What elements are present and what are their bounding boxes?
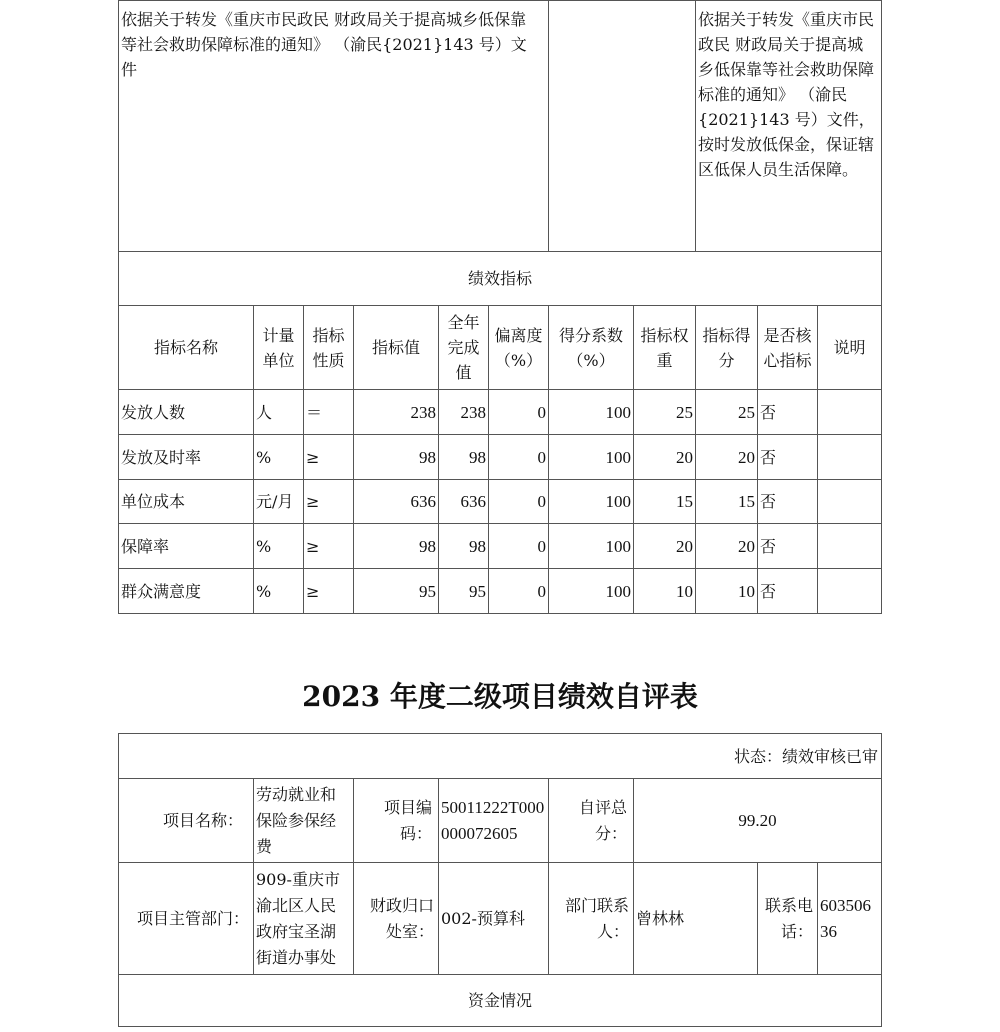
cell-target: 238 bbox=[354, 390, 439, 435]
status-text: 状态：绩效审核已审 bbox=[119, 734, 882, 779]
cell-deviation: 0 bbox=[489, 524, 549, 569]
funds-section-title: 资金情况 bbox=[119, 975, 882, 1027]
header-unit: 计量单位 bbox=[254, 306, 304, 390]
table-row bbox=[119, 435, 882, 480]
header-weight: 指标权重 bbox=[634, 306, 696, 390]
self-score-value: 99.20 bbox=[634, 779, 882, 863]
cell-coef: 100 bbox=[549, 480, 634, 524]
cell-score: 20 bbox=[696, 524, 758, 569]
cell-core: 否 bbox=[758, 435, 818, 480]
cell-score: 25 bbox=[696, 390, 758, 435]
cell-core: 否 bbox=[758, 569, 818, 614]
cell-note bbox=[818, 390, 882, 435]
cell-note bbox=[818, 480, 882, 524]
basis-text-cell bbox=[119, 1, 549, 252]
header-actual: 全年完成值 bbox=[439, 306, 489, 390]
cell-name: 单位成本 bbox=[119, 480, 254, 524]
cell-coef: 100 bbox=[549, 390, 634, 435]
cell-nature: ＝ bbox=[304, 390, 354, 435]
project-info-table bbox=[118, 733, 882, 1027]
phone-label: 联系电话： bbox=[758, 863, 818, 975]
cell-target: 636 bbox=[354, 480, 439, 524]
cell-nature: ≥ bbox=[304, 435, 354, 480]
dept-label: 项目主管部门： bbox=[119, 863, 254, 975]
cell-name: 发放人数 bbox=[119, 390, 254, 435]
cell-note bbox=[818, 569, 882, 614]
cell-weight: 20 bbox=[634, 435, 696, 480]
table-row bbox=[119, 524, 882, 569]
cell-unit: % bbox=[254, 524, 304, 569]
cell-score: 15 bbox=[696, 480, 758, 524]
header-score: 指标得分 bbox=[696, 306, 758, 390]
performance-indicator-table bbox=[118, 0, 882, 614]
cell-deviation: 0 bbox=[489, 390, 549, 435]
contact-label: 部门联系人： bbox=[549, 863, 634, 975]
cell-core: 否 bbox=[758, 524, 818, 569]
section-title: 绩效指标 bbox=[119, 252, 882, 306]
cell-unit: % bbox=[254, 569, 304, 614]
finance-label: 财政归口处室： bbox=[354, 863, 439, 975]
header-deviation: 偏离度（%） bbox=[489, 306, 549, 390]
cell-nature: ≥ bbox=[304, 524, 354, 569]
finance-value: 002-预算科 bbox=[439, 863, 549, 975]
cell-deviation: 0 bbox=[489, 569, 549, 614]
cell-coef: 100 bbox=[549, 435, 634, 480]
project-code-label: 项目编码： bbox=[354, 779, 439, 863]
cell-weight: 20 bbox=[634, 524, 696, 569]
table-row bbox=[119, 390, 882, 435]
cell-core: 否 bbox=[758, 480, 818, 524]
cell-unit: % bbox=[254, 435, 304, 480]
project-name-value: 劳动就业和保险参保经费 bbox=[254, 779, 354, 863]
table-row bbox=[119, 480, 882, 524]
cell-target: 98 bbox=[354, 524, 439, 569]
header-target: 指标值 bbox=[354, 306, 439, 390]
basis-result-text: 依据关于转发《重庆市民政民 财政局关于提高城乡低保靠等社会救助保障标准的通知》 （渝民{2021}143 号）文件，按时发放低保金，保证辖区低保人员生活保障。 bbox=[698, 10, 875, 179]
page-title: 2023 年度二级项目绩效自评表 bbox=[302, 680, 698, 713]
project-name-label: 项目名称： bbox=[119, 779, 254, 863]
header-name: 指标名称 bbox=[119, 306, 254, 390]
cell-weight: 25 bbox=[634, 390, 696, 435]
cell-coef: 100 bbox=[549, 524, 634, 569]
project-code-value: 50011222T000000072605 bbox=[439, 779, 549, 863]
cell-target: 95 bbox=[354, 569, 439, 614]
cell-actual: 98 bbox=[439, 435, 489, 480]
cell-deviation: 0 bbox=[489, 480, 549, 524]
cell-unit: 人 bbox=[254, 390, 304, 435]
cell-weight: 15 bbox=[634, 480, 696, 524]
cell-score: 10 bbox=[696, 569, 758, 614]
cell-target: 98 bbox=[354, 435, 439, 480]
cell-note bbox=[818, 524, 882, 569]
cell-actual: 95 bbox=[439, 569, 489, 614]
phone-value: 60350636 bbox=[818, 863, 882, 975]
cell-note bbox=[818, 435, 882, 480]
contact-value: 曾林林 bbox=[634, 863, 758, 975]
empty-cell bbox=[549, 1, 696, 252]
cell-name: 发放及时率 bbox=[119, 435, 254, 480]
cell-unit: 元/月 bbox=[254, 480, 304, 524]
table-row bbox=[119, 569, 882, 614]
cell-actual: 636 bbox=[439, 480, 489, 524]
basis-result-cell bbox=[696, 1, 882, 252]
self-score-label: 自评总分： bbox=[549, 779, 634, 863]
cell-name: 保障率 bbox=[119, 524, 254, 569]
cell-core: 否 bbox=[758, 390, 818, 435]
cell-score: 20 bbox=[696, 435, 758, 480]
cell-actual: 238 bbox=[439, 390, 489, 435]
cell-actual: 98 bbox=[439, 524, 489, 569]
header-nature: 指标性质 bbox=[304, 306, 354, 390]
cell-coef: 100 bbox=[549, 569, 634, 614]
cell-deviation: 0 bbox=[489, 435, 549, 480]
cell-name: 群众满意度 bbox=[119, 569, 254, 614]
cell-nature: ≥ bbox=[304, 480, 354, 524]
cell-nature: ≥ bbox=[304, 569, 354, 614]
header-core: 是否核心指标 bbox=[758, 306, 818, 390]
header-coef: 得分系数（%） bbox=[549, 306, 634, 390]
header-note: 说明 bbox=[818, 306, 882, 390]
basis-text: 依据关于转发《重庆市民政民 财政局关于提高城乡低保靠等社会救助保障标准的通知》 （渝民{2021}143 号）文件 bbox=[121, 10, 527, 79]
dept-value: 909-重庆市渝北区人民政府宝圣湖街道办事处 bbox=[254, 863, 354, 975]
cell-weight: 10 bbox=[634, 569, 696, 614]
